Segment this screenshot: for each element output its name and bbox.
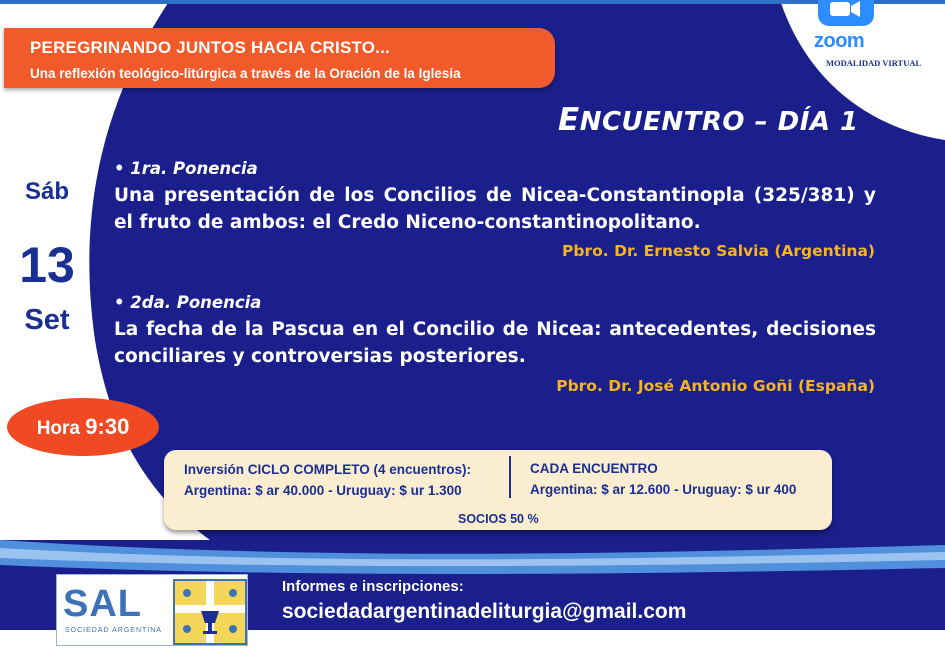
pricing-each-prices: Argentina: $ ar 12.600 - Uruguay: $ ur 400	[530, 482, 797, 497]
sal-logo	[56, 574, 248, 646]
time-value: 9:30	[85, 414, 130, 439]
pricing-members: SOCIOS 50 %	[458, 512, 539, 526]
page-subtitle: Una reflexión teológico-litúrgica a través de la Oración de la Iglesia	[30, 66, 461, 81]
sal-logo-subtext: SOCIEDAD ARGENTINA	[65, 627, 162, 634]
contact-email[interactable]: sociedadargentinadeliturgia@gmail.com	[282, 600, 687, 623]
zoom-video-camera-icon	[818, 0, 874, 26]
pricing-full-prices: Argentina: $ ar 40.000 - Uruguay: $ ur 1.300	[184, 483, 462, 498]
time-badge	[7, 398, 159, 456]
zoom-logo-text: zoom	[814, 30, 865, 52]
modality-label: MODALIDAD VIRTUAL	[826, 58, 922, 68]
chalice-emblem-icon	[173, 579, 247, 645]
date-weekday: Sáb	[24, 178, 69, 205]
page-title: PEREGRINANDO JUNTOS HACIA CRISTO...	[30, 38, 390, 57]
sal-logo-text: SAL	[63, 583, 142, 625]
pricing-full-title: Inversión CICLO COMPLETO (4 encuentros):	[184, 462, 472, 477]
date-month: Set	[24, 304, 70, 336]
ponencia-2-author: Pbro. Dr. José Antonio Goñi (España)	[556, 377, 875, 395]
date-day: 13	[19, 237, 75, 293]
ponencia-2-text: La fecha de la Pascua en el Concilio de Nicea: antecedentes, decisiones conciliares y controversias posteriores.	[114, 319, 876, 367]
encuentro-heading	[558, 102, 859, 138]
pricing-box	[164, 450, 832, 530]
ponencia-2-heading: • 2da. Ponencia	[114, 293, 262, 312]
ponencia-1-heading: • 1ra. Ponencia	[114, 159, 258, 178]
contact-label: Informes e inscripciones:	[282, 578, 464, 595]
title-banner	[4, 28, 555, 88]
time-label: Hora	[36, 418, 80, 439]
ponencia-1-text: Una presentación de los Concilios de Nicea-Constantinopla (325/381) y el fruto de ambos: el Credo Niceno-constantinopolitano.	[114, 185, 876, 233]
encuentro-rest: NCUENTRO – DÍA 1	[579, 107, 859, 137]
ponencia-1-author: Pbro. Dr. Ernesto Salvia (Argentina)	[562, 242, 875, 260]
pricing-each-title: CADA ENCUENTRO	[530, 461, 658, 476]
encuentro-initial: E	[558, 102, 580, 138]
pricing-divider	[509, 456, 511, 498]
